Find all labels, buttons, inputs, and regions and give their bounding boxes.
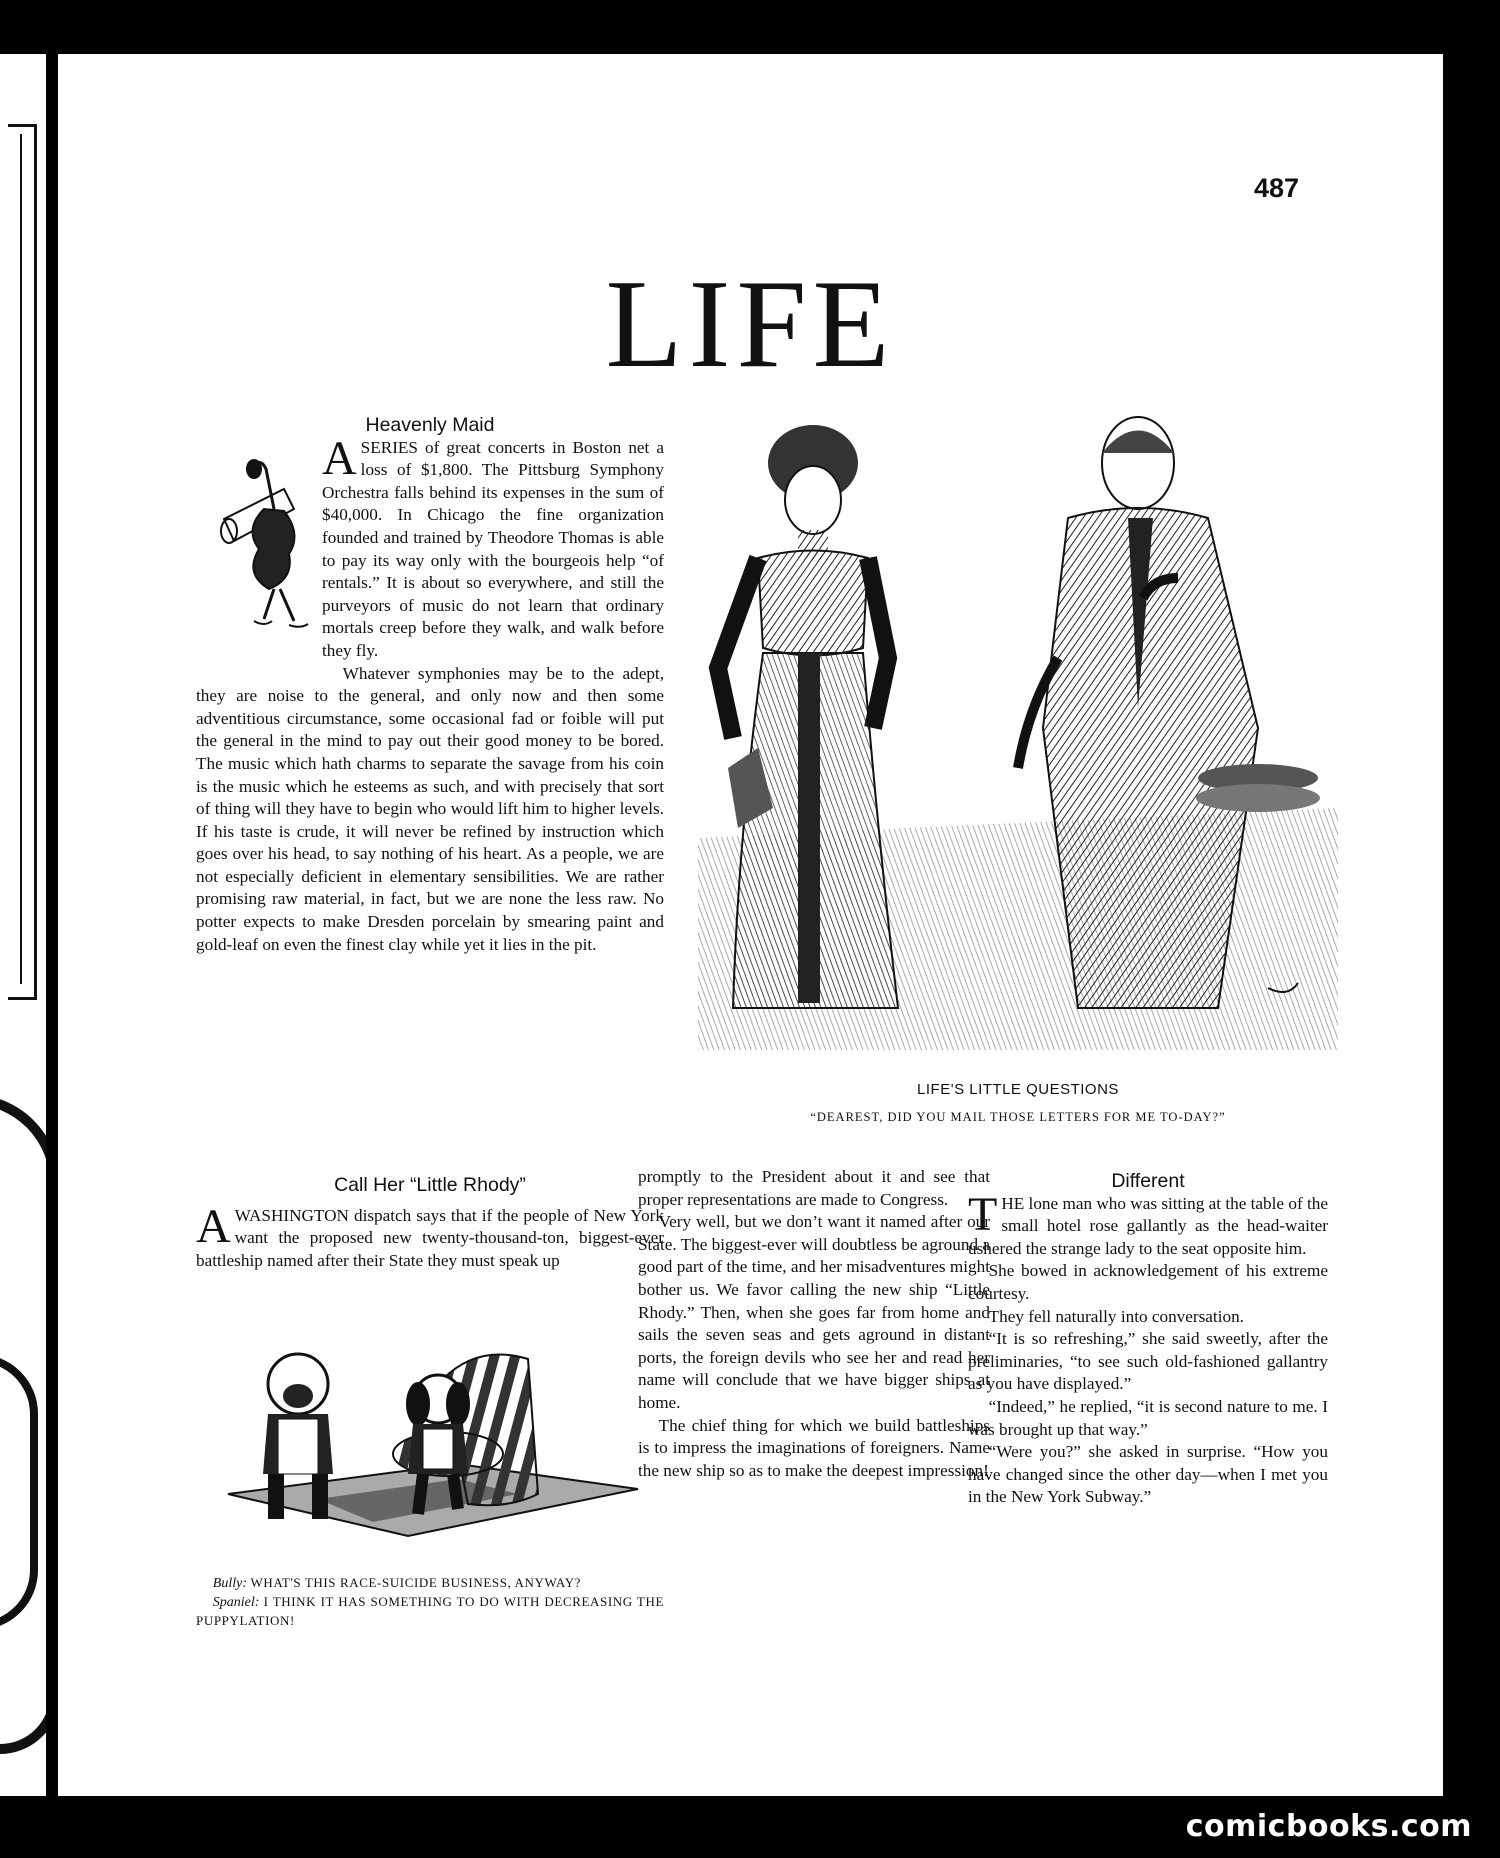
article-paragraph: ASERIES of great concerts in Boston net a loss of $1,800. The Pittsburg Symphony Orchestra falls behind its expenses in the sum of $40,000. In Chicago the fine organization founded and trained by Theodore Thomas is able to pay its way only with the bourgeois help “of rentals.” It is about so everywhere, and still the purveyors of music do not learn that ordinary mortals creep before they walk, and walk before they fly. — [322, 431, 664, 660]
dialog-line: I THINK IT HAS SOMETHING TO DO WITH DECREASING THE PUPPYLATION! — [196, 1594, 665, 1628]
article-paragraph: The chief thing for which we build battleships is to impress the imaginations of foreigners. Name the new ship so as to make the deepest impression! — [638, 1415, 990, 1480]
lifes-little-questions-illustration — [698, 408, 1338, 1050]
article-paragraph: “Were you?” she asked in surprise. “How you have changed since the other day—when I met you in the New York Subway.” — [968, 1442, 1328, 1507]
article-title: Call Her “Little Rhody” — [334, 1174, 526, 1196]
article-paragraph: AWASHINGTON dispatch says that if the people of New York want the proposed new twenty-thousand-ton, biggest-ever battleship named after their State they must speak up — [196, 1199, 664, 1270]
magazine-page — [58, 54, 1443, 1796]
article-paragraph: Whatever symphonies may be to the adept, they are noise to the general, and only now and then some adventitious circumstance, some occasional fad or foible will put the general in the mind to pay out their good money to be bored. The music which hath charms to separate the savage from his coin is the music which he esteems as such, and with precisely that sort of thing will they have to begin who would lift him to higher levels. If his taste is crude, it will never be refined by instruction which goes over his head, to say nothing of his heart. As a people, we are not especially deficient in elementary sensibilities. We are rather promising raw material, in fact, but we are none the less raw. No potter expects to make Dresden porcelain by smearing paint and gold-leaf on even the finest clay while yet it lies in the pit. — [196, 663, 664, 954]
article-different — [968, 1170, 1328, 1509]
page-number: 487 — [1254, 173, 1300, 203]
article-paragraph: promptly to the President about it and see that proper representations are made to Congress. — [638, 1167, 990, 1209]
article-paragraph: “It is so refreshing,” she said sweetly, after the preliminaries, “to see such old-fashioned gallantry as you have displayed.” — [968, 1329, 1328, 1394]
drop-cap: T — [968, 1187, 998, 1241]
speaker-name: Bully: — [212, 1576, 248, 1591]
dialog-line: WHAT'S THIS RACE-SUICIDE BUSINESS, ANYWAY? — [250, 1575, 582, 1590]
article-little-rhody — [196, 1174, 664, 1272]
masthead-title: LIFE — [605, 255, 896, 394]
speaker-name: Spaniel: — [212, 1595, 260, 1610]
article-paragraph: They fell naturally into conversation. — [988, 1306, 1244, 1326]
article-little-rhody-continued — [638, 1166, 990, 1482]
article-paragraph: THE lone man who was sitting at the table of the small hotel rose gallantly as the head-waiter ushered the strange lady to the seat opposite him. — [968, 1187, 1328, 1258]
drop-cap: A — [322, 431, 357, 485]
violin-cartoon-illustration — [214, 449, 324, 649]
previous-page-edge — [0, 54, 46, 1796]
cartoon-dialog — [196, 1574, 664, 1631]
article-title: Heavenly Maid — [365, 414, 495, 436]
article-paragraph: She bowed in acknowledgement of his extreme courtesy. — [968, 1261, 1328, 1303]
illustration-caption: “DEAREST, DID YOU MAIL THOSE LETTERS FOR ME TO-DAY?” — [810, 1110, 1226, 1124]
watermark-text: comicbooks.com — [1185, 1809, 1472, 1844]
article-title: Different — [1111, 1170, 1185, 1192]
drop-cap: A — [196, 1199, 231, 1253]
illustration-title: LIFE'S LITTLE QUESTIONS — [917, 1081, 1119, 1098]
article-paragraph: Very well, but we don’t want it named after our State. The biggest-ever will doubtless be aground a good part of the time, and her misadventures might bother us. We favor calling the new ship “Little Rhody.” Then, when she goes far from home and sails the seven seas and gets aground in distant ports, the foreign devils who see her and read her name will conclude that we have bigger ships at home. — [638, 1212, 990, 1412]
article-paragraph: “Indeed,” he replied, “it is second nature to me. I was brought up that way.” — [968, 1396, 1328, 1439]
dogs-cartoon-illustration — [208, 1324, 653, 1549]
